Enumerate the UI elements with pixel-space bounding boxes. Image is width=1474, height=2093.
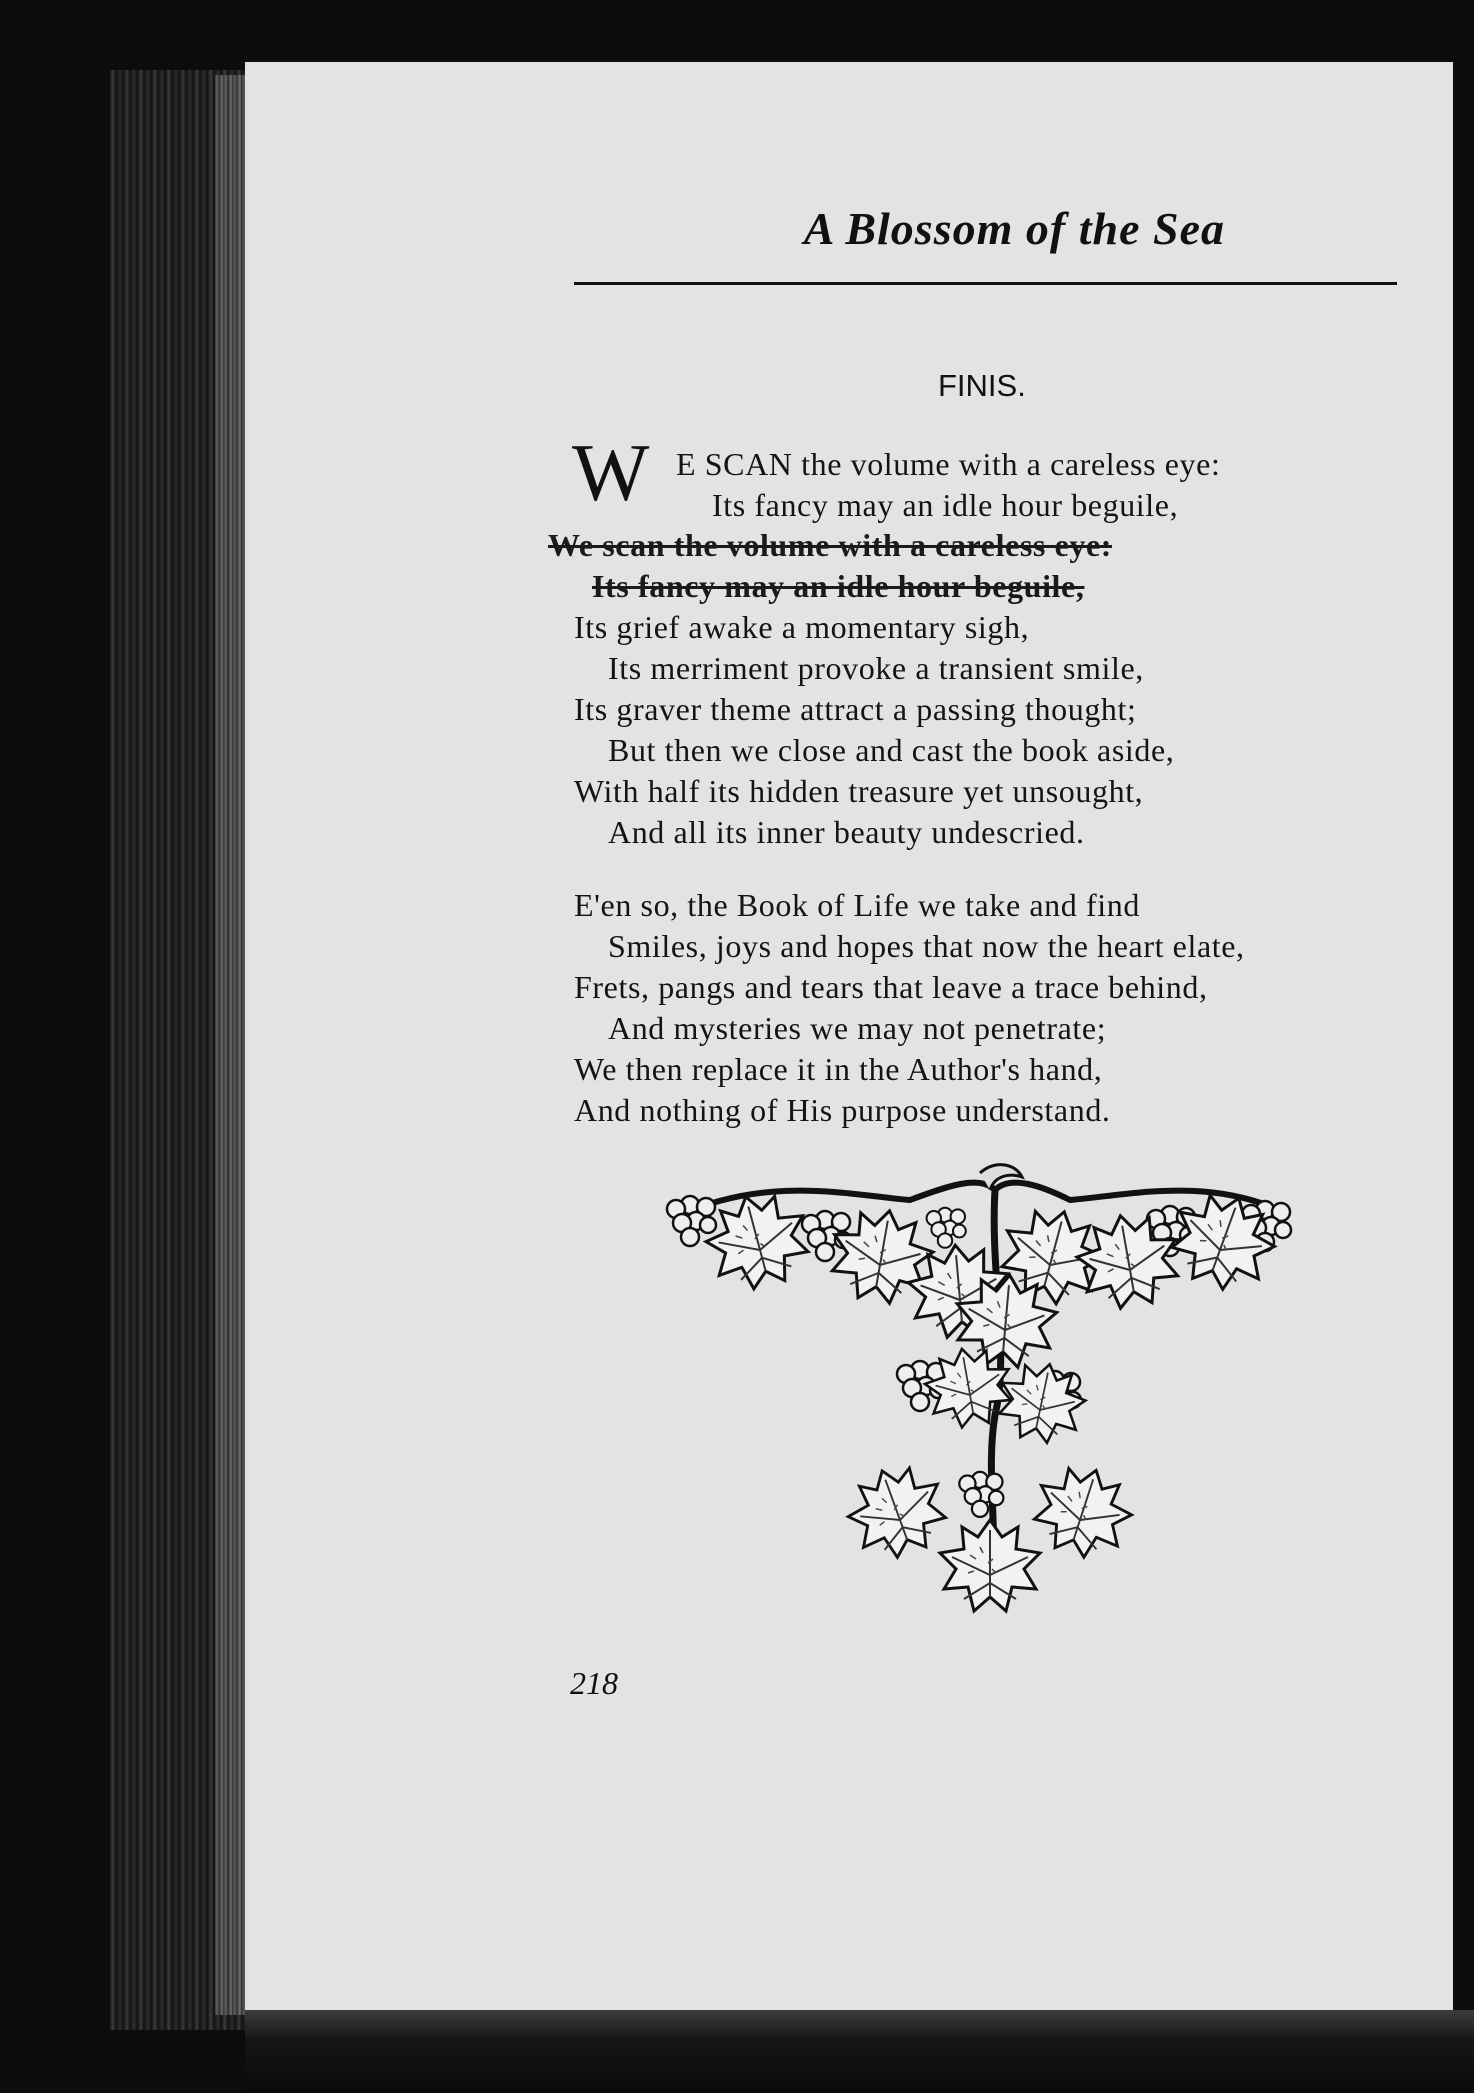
page-bottom-shadow bbox=[245, 2010, 1474, 2093]
running-head: A Blossom of the Sea bbox=[803, 203, 1225, 254]
poem-line: Smiles, joys and hopes that now the heart elate, bbox=[608, 928, 1245, 964]
page-number: 218 bbox=[570, 1665, 618, 1701]
header-rule bbox=[574, 282, 1397, 285]
poem-line: E'en so, the Book of Life we take and find bbox=[574, 887, 1140, 923]
struck-poem-line: We scan the volume with a careless eye: bbox=[548, 527, 1113, 563]
poem-line: Frets, pangs and tears that leave a trace behind, bbox=[574, 969, 1208, 1005]
poem-line: Its merriment provoke a transient smile, bbox=[608, 650, 1144, 686]
poem-line: Its graver theme attract a passing thought; bbox=[574, 691, 1137, 727]
poem-title: FINIS. bbox=[938, 368, 1026, 403]
drop-cap: W bbox=[572, 427, 650, 518]
poem-line: We then replace it in the Author's hand, bbox=[574, 1051, 1103, 1087]
poem-line: And all its inner beauty undescried. bbox=[608, 814, 1085, 850]
poem-line: Its grief awake a momentary sigh, bbox=[574, 609, 1030, 645]
grapevine-ornament-icon bbox=[650, 1155, 1320, 1655]
poem-line: Its fancy may an idle hour beguile, bbox=[712, 487, 1179, 523]
poem-line: But then we close and cast the book aside, bbox=[608, 732, 1175, 768]
poem-line: And nothing of His purpose understand. bbox=[574, 1092, 1111, 1128]
poem-line: And mysteries we may not penetrate; bbox=[608, 1010, 1107, 1046]
struck-poem-line: Its fancy may an idle hour beguile, bbox=[592, 568, 1085, 604]
poem-line: E SCAN the volume with a careless eye: bbox=[676, 446, 1221, 482]
poem-line: With half its hidden treasure yet unsought, bbox=[574, 773, 1144, 809]
